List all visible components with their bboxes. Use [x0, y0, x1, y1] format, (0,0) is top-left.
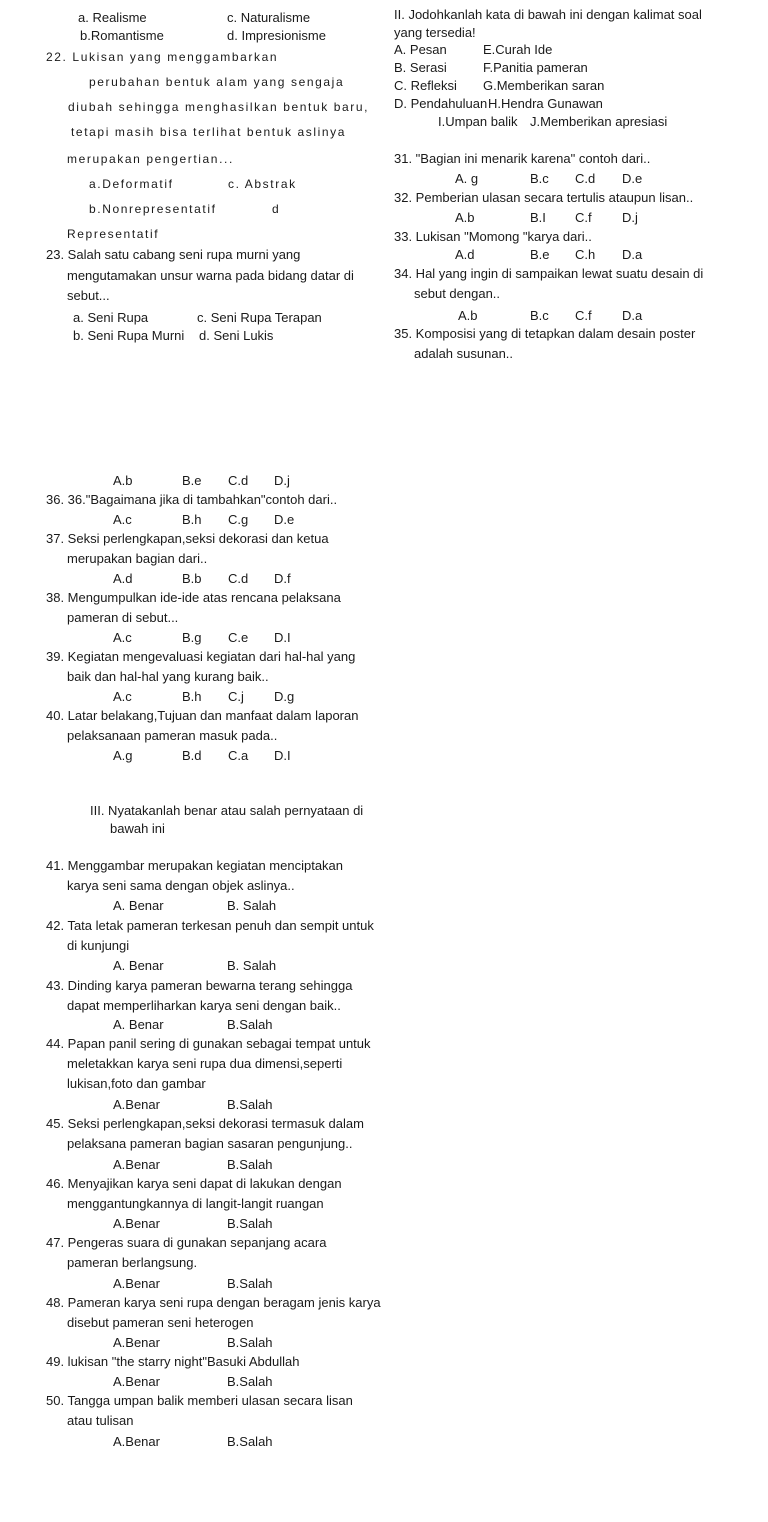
option-c-naturalisme: c. Naturalisme: [227, 10, 311, 25]
section-2-heading: II. Jodohkanlah kata di bawah ini dengan kalimat soal: [394, 7, 702, 22]
q43-line-2: dapat memperliharkan karya seni dengan baik..: [67, 998, 341, 1013]
q33-option-c: C.h: [575, 247, 596, 262]
q37-line-2: merupakan bagian dari..: [67, 551, 208, 566]
match-j: J.Memberikan apresiasi: [530, 114, 668, 129]
q38-option-a: A.c: [113, 630, 132, 645]
q44-line-1: 44. Papan panil sering di gunakan sebagai tempat untuk: [46, 1036, 371, 1051]
q41-option-a: A. Benar: [113, 898, 164, 913]
match-f: F.Panitia pameran: [483, 60, 588, 75]
q31-option-a: A. g: [455, 171, 479, 186]
q38-line-2: pameran di sebut...: [67, 610, 179, 625]
match-g: G.Memberikan saran: [483, 78, 605, 93]
q50-line-1: 50. Tangga umpan balik memberi ulasan secara lisan: [46, 1393, 353, 1408]
q37-option-b: B.b: [182, 571, 202, 586]
q22-line-3: diubah sehingga menghasilkan bentuk baru,: [68, 100, 370, 114]
q42-line-2: di kunjungi: [67, 938, 130, 953]
q41-option-b: B. Salah: [227, 898, 277, 913]
q32-option-c: C.f: [575, 210, 592, 225]
section-3-heading: III. Nyatakanlah benar atau salah pernyataan di: [90, 803, 364, 818]
q48-line-2: disebut pameran seni heterogen: [67, 1315, 254, 1330]
q37-option-c: C.d: [228, 571, 249, 586]
q22-option-d: d: [272, 202, 281, 216]
q39-option-c: C.j: [228, 689, 244, 704]
q40-line-1: 40. Latar belakang,Tujuan dan manfaat dalam laporan: [46, 708, 359, 723]
q32-option-b: B.I: [530, 210, 546, 225]
q33-text: 33. Lukisan "Momong "karya dari..: [394, 229, 592, 244]
q38-line-1: 38. Mengumpulkan ide-ide atas rencana pelaksana: [46, 590, 341, 605]
q32-text: 32. Pemberian ulasan secara tertulis ataupun lisan..: [394, 190, 694, 205]
q44-line-2: meletakkan karya seni rupa dua dimensi,seperti: [67, 1056, 343, 1071]
q39-option-a: A.c: [113, 689, 132, 704]
q35-option-d: D.j: [274, 473, 290, 488]
q33-option-b: B.e: [530, 247, 550, 262]
q39-option-b: B.h: [182, 689, 202, 704]
q42-option-a: A. Benar: [113, 958, 164, 973]
q22-line-4: tetapi masih bisa terlihat bentuk aslinya: [71, 125, 347, 139]
q46-option-a: A.Benar: [113, 1216, 160, 1231]
q44-option-a: A.Benar: [113, 1097, 160, 1112]
q22-option-d-cont: Representatif: [67, 227, 160, 241]
q37-option-d: D.f: [274, 571, 291, 586]
q32-option-a: A.b: [455, 210, 475, 225]
q23-option-b: b. Seni Rupa Murni: [73, 328, 185, 343]
q45-option-b: B.Salah: [227, 1157, 273, 1172]
q34-option-c: C.f: [575, 308, 592, 323]
q39-option-d: D.g: [274, 689, 295, 704]
q31-option-c: C.d: [575, 171, 596, 186]
q45-option-a: A.Benar: [113, 1157, 160, 1172]
match-e: E.Curah Ide: [483, 42, 553, 57]
q35-option-a: A.b: [113, 473, 133, 488]
q47-line-1: 47. Pengeras suara di gunakan sepanjang acara: [46, 1235, 327, 1250]
q38-option-b: B.g: [182, 630, 202, 645]
q39-line-1: 39. Kegiatan mengevaluasi kegiatan dari hal-hal yang: [46, 649, 356, 664]
q48-option-a: A.Benar: [113, 1335, 160, 1350]
q46-option-b: B.Salah: [227, 1216, 273, 1231]
q38-option-c: C.e: [228, 630, 249, 645]
q22-line-2: perubahan bentuk alam yang sengaja: [89, 75, 345, 89]
q44-option-b: B.Salah: [227, 1097, 273, 1112]
option-a-realisme: a. Realisme: [78, 10, 147, 25]
q23-line-1: 23. Salah satu cabang seni rupa murni yang: [46, 247, 301, 262]
q48-option-b: B.Salah: [227, 1335, 273, 1350]
q34-line-1: 34. Hal yang ingin di sampaikan lewat suatu desain di: [394, 266, 704, 281]
q31-option-b: B.c: [530, 171, 549, 186]
q48-line-1: 48. Pameran karya seni rupa dengan beragam jenis karya: [46, 1295, 381, 1310]
q42-option-b: B. Salah: [227, 958, 277, 973]
q34-line-2: sebut dengan..: [414, 286, 501, 301]
q39-line-2: baik dan hal-hal yang kurang baik..: [67, 669, 269, 684]
q36-option-d: D.e: [274, 512, 295, 527]
q34-option-b: B.c: [530, 308, 549, 323]
q22-line-5: merupakan pengertian...: [67, 152, 234, 166]
q50-option-a: A.Benar: [113, 1434, 160, 1449]
q49-option-a: A.Benar: [113, 1374, 160, 1389]
q36-text: 36. 36."Bagaimana jika di tambahkan"contoh dari..: [46, 492, 338, 507]
q40-line-2: pelaksanaan pameran masuk pada..: [67, 728, 278, 743]
match-c: C. Refleksi: [394, 78, 457, 93]
q47-option-b: B.Salah: [227, 1276, 273, 1291]
q23-line-2: mengutamakan unsur warna pada bidang datar di: [67, 268, 354, 283]
match-d: D. Pendahuluan: [394, 96, 488, 111]
option-b-romantisme: b.Romantisme: [80, 28, 164, 43]
q31-text: 31. "Bagian ini menarik karena" contoh dari..: [394, 151, 651, 166]
q31-option-d: D.e: [622, 171, 643, 186]
q43-option-b: B.Salah: [227, 1017, 273, 1032]
q40-option-a: A.g: [113, 748, 133, 763]
q49-line-1: 49. lukisan "the starry night"Basuki Abdullah: [46, 1354, 300, 1369]
q35-option-c: C.d: [228, 473, 249, 488]
q23-option-a: a. Seni Rupa: [73, 310, 149, 325]
q41-line-1: 41. Menggambar merupakan kegiatan menciptakan: [46, 858, 344, 873]
match-i: I.Umpan balik: [438, 114, 518, 129]
q41-line-2: karya seni sama dengan objek aslinya..: [67, 878, 295, 893]
q38-option-d: D.I: [274, 630, 291, 645]
q44-line-3: lukisan,foto dan gambar: [67, 1076, 206, 1091]
q50-line-2: atau tulisan: [67, 1413, 134, 1428]
q34-option-d: D.a: [622, 308, 643, 323]
q36-option-a: A.c: [113, 512, 132, 527]
q22-option-c: c. Abstrak: [228, 177, 297, 191]
q34-option-a: A.b: [458, 308, 478, 323]
q23-line-3: sebut...: [67, 288, 110, 303]
q43-line-1: 43. Dinding karya pameran bewarna terang sehingga: [46, 978, 353, 993]
q37-option-a: A.d: [113, 571, 133, 586]
q22-option-b: b.Nonrepresentatif: [89, 202, 217, 216]
q40-option-b: B.d: [182, 748, 202, 763]
q36-option-c: C.g: [228, 512, 249, 527]
q35-line-2: adalah susunan..: [414, 346, 514, 361]
q42-line-1: 42. Tata letak pameran terkesan penuh dan sempit untuk: [46, 918, 374, 933]
match-h: H.Hendra Gunawan: [488, 96, 603, 111]
q23-option-c: c. Seni Rupa Terapan: [197, 310, 322, 325]
section-3-heading-cont: bawah ini: [110, 821, 165, 836]
q46-line-1: 46. Menyajikan karya seni dapat di lakukan dengan: [46, 1176, 342, 1191]
q35-option-b: B.e: [182, 473, 202, 488]
match-b: B. Serasi: [394, 60, 447, 75]
q46-line-2: menggantungkannya di langit-langit ruangan: [67, 1196, 324, 1211]
match-a: A. Pesan: [394, 42, 447, 57]
q23-option-d: d. Seni Lukis: [199, 328, 274, 343]
q40-option-d: D.I: [274, 748, 291, 763]
q47-option-a: A.Benar: [113, 1276, 160, 1291]
option-d-impresionisme: d. Impresionisme: [227, 28, 326, 43]
q43-option-a: A. Benar: [113, 1017, 164, 1032]
q33-option-a: A.d: [455, 247, 475, 262]
q32-option-d: D.j: [622, 210, 638, 225]
section-2-heading-cont: yang tersedia!: [394, 25, 476, 40]
q36-option-b: B.h: [182, 512, 202, 527]
q50-option-b: B.Salah: [227, 1434, 273, 1449]
q37-line-1: 37. Seksi perlengkapan,seksi dekorasi dan ketua: [46, 531, 329, 546]
q47-line-2: pameran berlangsung.: [67, 1255, 198, 1270]
q45-line-2: pelaksana pameran bagian sasaran pengunjung..: [67, 1136, 353, 1151]
q45-line-1: 45. Seksi perlengkapan,seksi dekorasi termasuk dalam: [46, 1116, 364, 1131]
q49-option-b: B.Salah: [227, 1374, 273, 1389]
q22-option-a: a.Deformatif: [89, 177, 174, 191]
q40-option-c: C.a: [228, 748, 249, 763]
q33-option-d: D.a: [622, 247, 643, 262]
q22-line-1: 22. Lukisan yang menggambarkan: [46, 50, 279, 64]
q35-line-1: 35. Komposisi yang di tetapkan dalam desain poster: [394, 326, 696, 341]
